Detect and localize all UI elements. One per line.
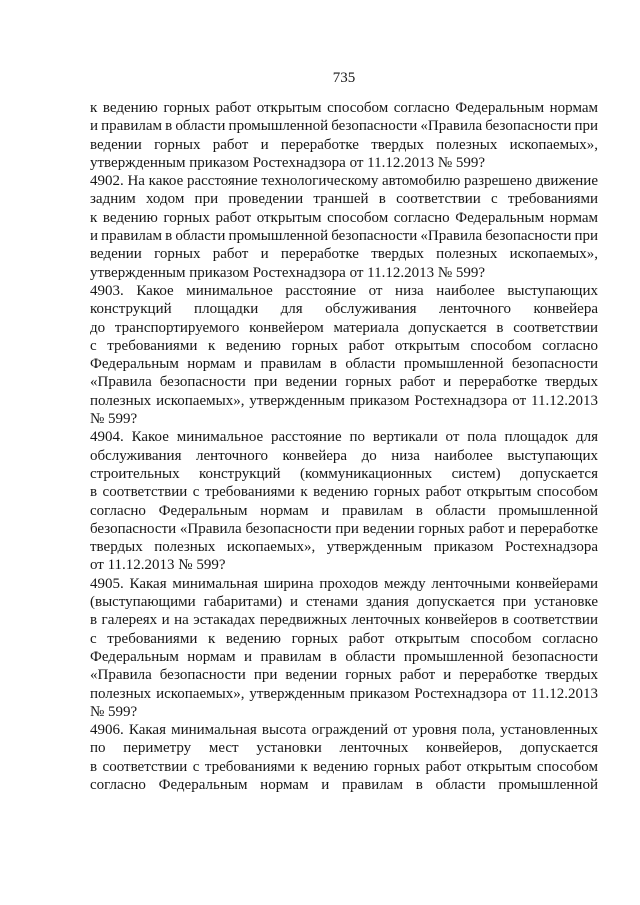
paragraph-continuation [90,99,598,172]
paragraph-4906 [90,721,598,794]
text-line: задним ходом при проведении траншей в соответствии с требованиями [90,191,598,208]
text-line: 4902. На какое расстояние технологическому автомобилю разрешено движение [90,173,598,190]
text-line: твердых полезных ископаемых», утвержденным приказом Ростехнадзора [90,539,598,556]
text-line: с требованиями к ведению горных работ открытым способом согласно [90,630,598,647]
text-line: безопасности «Правила безопасности при ведении горных работ и переработке [90,520,598,537]
text-line: 4905. Какая минимальная ширина проходов между ленточными конвейерами [90,575,598,592]
text-line: полезных ископаемых», утвержденным приказом Ростехнадзора от 11.12.2013 [90,685,598,702]
document-body [90,99,598,794]
page-number: 735 [332,70,356,86]
text-line: строительных конструкций (коммуникационных систем) допускается [90,465,598,482]
text-line: № 599? [90,703,138,720]
text-line: до транспортируемого конвейером материала допускается в соответствии [90,319,598,336]
text-line: в соответствии с требованиями к ведению горных работ открытым способом [90,484,598,501]
text-line: Федеральным нормам и правилам в области промышленной безопасности [90,356,598,373]
text-line: и правилам в области промышленной безопасности «Правила безопасности при [90,228,598,245]
paragraph-4903 [90,282,598,428]
text-line: «Правила безопасности при ведении горных работ и переработке твердых [90,667,598,684]
text-line: Федеральным нормам и правилам в области промышленной безопасности [90,648,598,665]
text-line: в соответствии с требованиями к ведению горных работ открытым способом [90,758,598,775]
text-line: утвержденным приказом Ростехнадзора от 11.12.2013 № 599? [90,264,486,281]
paragraph-4905 [90,575,598,721]
text-line: «Правила безопасности при ведении горных работ и переработке твердых [90,374,598,391]
text-line: полезных ископаемых», утвержденным приказом Ростехнадзора от 11.12.2013 [90,392,598,409]
text-line: (выступающими габаритами) и стенами здания допускается при установке [90,594,598,611]
text-line: и правилам в области промышленной безопасности «Правила безопасности при [90,118,598,135]
text-line: согласно Федеральным нормам и правилам в области промышленной [90,502,598,519]
text-line: к ведению горных работ открытым способом согласно Федеральным нормам [90,100,598,116]
text-line: к ведению горных работ открытым способом согласно Федеральным нормам [90,209,598,226]
text-line: конструкций площадки для обслуживания ленточного конвейера [90,301,598,318]
text-line: от 11.12.2013 № 599? [90,557,226,574]
paragraph-4904 [90,428,598,574]
text-line: обслуживания ленточного конвейера до низа наиболее выступающих [90,447,598,464]
text-line: № 599? [90,411,138,428]
text-line: с требованиями к ведению горных работ открытым способом согласно [90,337,598,354]
text-line: 4906. Какая минимальная высота ограждений от уровня пола, установленных [90,722,598,739]
text-line: 4903. Какое минимальное расстояние от низа наиболее выступающих [90,282,598,299]
text-line: по периметру мест установки ленточных конвейеров, допускается [90,740,598,757]
text-line: ведении горных работ и переработке твердых полезных ископаемых», [90,136,598,153]
text-line: 4904. Какое минимальное расстояние по вертикали от пола площадок для [90,429,598,446]
text-line: в галереях и на эстакадах передвижных ленточных конвейеров в соответствии [90,612,598,629]
text-line: согласно Федеральным нормам и правилам в области промышленной [90,776,598,793]
text-line: утвержденным приказом Ростехнадзора от 11.12.2013 № 599? [90,154,486,171]
paragraph-4902 [90,172,598,282]
text-line: ведении горных работ и переработке твердых полезных ископаемых», [90,246,598,263]
